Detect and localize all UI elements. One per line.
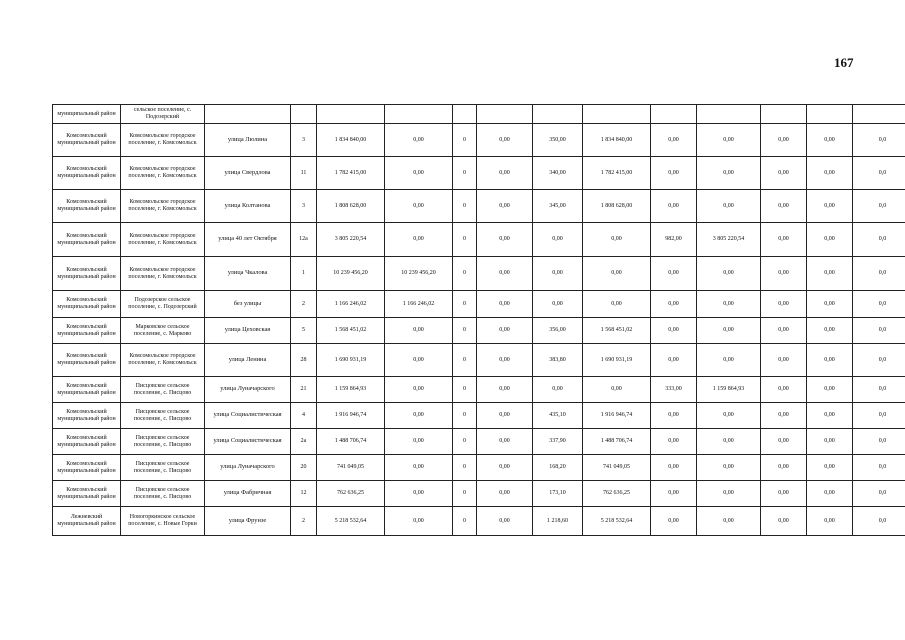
street-cell: улица Чкалова — [205, 257, 291, 291]
settlement-cell: Комсомольское городское поселение, г. Комсомольск — [121, 223, 205, 257]
facade-cell: 0,00 — [761, 403, 807, 429]
owner-funds-cell: 0,00 — [477, 257, 533, 291]
street-cell: улица Цеховская — [205, 318, 291, 344]
house-number-cell: 2 — [291, 507, 317, 536]
budget-funds-cell: 10 239 456,20 — [385, 257, 453, 291]
facade-cell: 0,00 — [761, 429, 807, 455]
repair-cost-cell: 5 218 532,64 — [583, 507, 651, 536]
owner-funds-cell: 0,00 — [477, 455, 533, 481]
empty-cell — [853, 105, 905, 124]
repair-cost-cell: 741 049,05 — [583, 455, 651, 481]
roof-cost-cell: 1 159 864,93 — [697, 377, 761, 403]
district-cell: Комсомольский муниципальный район — [53, 429, 121, 455]
district-cell: Комсомольский муниципальный район — [53, 124, 121, 157]
table-row — [53, 291, 905, 318]
basement-cell: 0,00 — [807, 403, 853, 429]
extra-cell: 0,0 — [853, 318, 905, 344]
settlement-cell: Комсомольское городское поселение, г. Комсомольск — [121, 190, 205, 223]
basement-cell: 0,00 — [807, 481, 853, 507]
area-cell: 0,00 — [533, 291, 583, 318]
house-number-cell: 11 — [291, 157, 317, 190]
street-cell: улица Фабричная — [205, 481, 291, 507]
facade-cell: 0,00 — [761, 507, 807, 536]
basement-cell: 0,00 — [807, 344, 853, 377]
roof-cost-cell: 0,00 — [697, 190, 761, 223]
roof-area-cell: 0,00 — [651, 257, 697, 291]
roof-area-cell: 0,00 — [651, 344, 697, 377]
repair-cost-cell: 1 488 706,74 — [583, 429, 651, 455]
repair-cost-cell: 1 568 451,02 — [583, 318, 651, 344]
basement-cell: 0,00 — [807, 318, 853, 344]
owner-funds-cell: 0,00 — [477, 429, 533, 455]
roof-cost-cell: 0,00 — [697, 291, 761, 318]
street-cell: улица Колтанова — [205, 190, 291, 223]
roof-cost-cell: 0,00 — [697, 429, 761, 455]
budget-funds-cell: 1 166 246,02 — [385, 291, 453, 318]
budget-funds-cell: 0,00 — [385, 190, 453, 223]
registry-table-body — [53, 105, 905, 536]
total-cost-cell: 1 166 246,02 — [317, 291, 385, 318]
count-cell: 0 — [453, 157, 477, 190]
table-row — [53, 481, 905, 507]
facade-cell: 0,00 — [761, 223, 807, 257]
district-cell: Комсомольский муниципальный район — [53, 481, 121, 507]
total-cost-cell: 1 568 451,02 — [317, 318, 385, 344]
basement-cell: 0,00 — [807, 257, 853, 291]
house-number-cell: 12а — [291, 223, 317, 257]
repair-cost-cell: 0,00 — [583, 223, 651, 257]
area-cell: 0,00 — [533, 223, 583, 257]
table-row — [53, 344, 905, 377]
repair-cost-cell: 0,00 — [583, 377, 651, 403]
table-row — [53, 507, 905, 536]
count-cell: 0 — [453, 318, 477, 344]
house-number-cell: 3 — [291, 124, 317, 157]
house-number-cell: 20 — [291, 455, 317, 481]
area-cell: 337,90 — [533, 429, 583, 455]
count-cell: 0 — [453, 223, 477, 257]
owner-funds-cell: 0,00 — [477, 377, 533, 403]
district-cell: Комсомольский муниципальный район — [53, 223, 121, 257]
table-row — [53, 455, 905, 481]
table-row — [53, 124, 905, 157]
owner-funds-cell: 0,00 — [477, 223, 533, 257]
street-cell: улица Социалистическая — [205, 403, 291, 429]
roof-cost-cell: 0,00 — [697, 318, 761, 344]
repair-cost-cell: 1 916 946,74 — [583, 403, 651, 429]
settlement-cell: Писцовское сельское поселение, с. Писцово — [121, 377, 205, 403]
street-cell: без улицы — [205, 291, 291, 318]
extra-cell: 0,0 — [853, 124, 905, 157]
roof-cost-cell: 0,00 — [697, 257, 761, 291]
table-row — [53, 429, 905, 455]
owner-funds-cell: 0,00 — [477, 481, 533, 507]
district-cell: Комсомольский муниципальный район — [53, 157, 121, 190]
extra-cell: 0,0 — [853, 291, 905, 318]
budget-funds-cell: 0,00 — [385, 223, 453, 257]
district-cell: Комсомольский муниципальный район — [53, 190, 121, 223]
area-cell: 350,00 — [533, 124, 583, 157]
total-cost-cell: 3 805 220,54 — [317, 223, 385, 257]
budget-funds-cell: 0,00 — [385, 507, 453, 536]
area-cell: 383,80 — [533, 344, 583, 377]
street-cell: улица Фрунзе — [205, 507, 291, 536]
area-cell: 173,10 — [533, 481, 583, 507]
count-cell: 0 — [453, 507, 477, 536]
roof-area-cell: 0,00 — [651, 429, 697, 455]
roof-area-cell: 0,00 — [651, 157, 697, 190]
basement-cell: 0,00 — [807, 377, 853, 403]
extra-cell: 0,0 — [853, 455, 905, 481]
area-cell: 356,00 — [533, 318, 583, 344]
street-cell: улица 40 лет Октября — [205, 223, 291, 257]
basement-cell: 0,00 — [807, 291, 853, 318]
basement-cell: 0,00 — [807, 429, 853, 455]
empty-cell — [453, 105, 477, 124]
house-number-cell: 2а — [291, 429, 317, 455]
count-cell: 0 — [453, 291, 477, 318]
extra-cell: 0,0 — [853, 257, 905, 291]
roof-area-cell: 333,00 — [651, 377, 697, 403]
budget-funds-cell: 0,00 — [385, 124, 453, 157]
area-cell: 340,00 — [533, 157, 583, 190]
budget-funds-cell: 0,00 — [385, 344, 453, 377]
facade-cell: 0,00 — [761, 157, 807, 190]
table-row — [53, 223, 905, 257]
total-cost-cell: 10 239 456,20 — [317, 257, 385, 291]
roof-area-cell: 0,00 — [651, 190, 697, 223]
settlement-cell: Писцовское сельское поселение, с. Писцово — [121, 481, 205, 507]
repair-cost-cell: 762 636,25 — [583, 481, 651, 507]
basement-cell: 0,00 — [807, 124, 853, 157]
street-cell: улица Социалистическая — [205, 429, 291, 455]
roof-cost-cell: 0,00 — [697, 481, 761, 507]
facade-cell: 0,00 — [761, 124, 807, 157]
facade-cell: 0,00 — [761, 377, 807, 403]
extra-cell: 0,0 — [853, 377, 905, 403]
district-cell: муниципальный район — [53, 105, 121, 124]
street-cell: улица Луначарского — [205, 455, 291, 481]
owner-funds-cell: 0,00 — [477, 344, 533, 377]
basement-cell: 0,00 — [807, 157, 853, 190]
table-row — [53, 190, 905, 223]
budget-funds-cell: 0,00 — [385, 429, 453, 455]
empty-cell — [807, 105, 853, 124]
basement-cell: 0,00 — [807, 223, 853, 257]
district-cell: Комсомольский муниципальный район — [53, 344, 121, 377]
roof-cost-cell: 0,00 — [697, 344, 761, 377]
extra-cell: 0,0 — [853, 344, 905, 377]
area-cell: 0,00 — [533, 377, 583, 403]
empty-cell — [651, 105, 697, 124]
table-row-continued — [53, 105, 905, 124]
roof-cost-cell: 0,00 — [697, 157, 761, 190]
house-number-cell: 1 — [291, 257, 317, 291]
count-cell: 0 — [453, 455, 477, 481]
budget-funds-cell: 0,00 — [385, 455, 453, 481]
roof-area-cell: 0,00 — [651, 403, 697, 429]
house-number-cell: 28 — [291, 344, 317, 377]
roof-area-cell: 0,00 — [651, 291, 697, 318]
empty-cell — [583, 105, 651, 124]
total-cost-cell: 741 049,05 — [317, 455, 385, 481]
extra-cell: 0,0 — [853, 190, 905, 223]
empty-cell — [385, 105, 453, 124]
house-number-cell: 12 — [291, 481, 317, 507]
settlement-cell: Марковское сельское поселение, с. Марково — [121, 318, 205, 344]
settlement-cell: Писцовское сельское поселение, с. Писцово — [121, 403, 205, 429]
total-cost-cell: 762 636,25 — [317, 481, 385, 507]
total-cost-cell: 1 159 864,93 — [317, 377, 385, 403]
count-cell: 0 — [453, 403, 477, 429]
settlement-cell: Писцовское сельское поселение, с. Писцово — [121, 429, 205, 455]
area-cell: 345,00 — [533, 190, 583, 223]
roof-area-cell: 0,00 — [651, 124, 697, 157]
total-cost-cell: 1 690 931,19 — [317, 344, 385, 377]
extra-cell: 0,0 — [853, 223, 905, 257]
district-cell: Комсомольский муниципальный район — [53, 377, 121, 403]
district-cell: Комсомольский муниципальный район — [53, 257, 121, 291]
roof-area-cell: 0,00 — [651, 455, 697, 481]
basement-cell: 0,00 — [807, 190, 853, 223]
registry-table — [52, 104, 905, 536]
house-number-cell: 21 — [291, 377, 317, 403]
count-cell: 0 — [453, 377, 477, 403]
owner-funds-cell: 0,00 — [477, 507, 533, 536]
settlement-cell: Писцовское сельское поселение, с. Писцово — [121, 455, 205, 481]
settlement-cell: Комсомольское городское поселение, г. Комсомольск — [121, 344, 205, 377]
count-cell: 0 — [453, 344, 477, 377]
table-row — [53, 377, 905, 403]
owner-funds-cell: 0,00 — [477, 157, 533, 190]
house-number-cell: 5 — [291, 318, 317, 344]
count-cell: 0 — [453, 257, 477, 291]
roof-area-cell: 0,00 — [651, 318, 697, 344]
total-cost-cell: 1 488 706,74 — [317, 429, 385, 455]
extra-cell: 0,0 — [853, 429, 905, 455]
total-cost-cell: 1 808 628,00 — [317, 190, 385, 223]
owner-funds-cell: 0,00 — [477, 291, 533, 318]
facade-cell: 0,00 — [761, 257, 807, 291]
settlement-cell: Комсомольское городское поселение, г. Комсомольск — [121, 257, 205, 291]
facade-cell: 0,00 — [761, 190, 807, 223]
extra-cell: 0,0 — [853, 157, 905, 190]
registry-sheet — [52, 104, 905, 566]
budget-funds-cell: 0,00 — [385, 157, 453, 190]
repair-cost-cell: 1 690 931,19 — [583, 344, 651, 377]
count-cell: 0 — [453, 124, 477, 157]
table-row — [53, 257, 905, 291]
empty-cell — [477, 105, 533, 124]
total-cost-cell: 1 834 840,00 — [317, 124, 385, 157]
empty-cell — [291, 105, 317, 124]
basement-cell: 0,00 — [807, 455, 853, 481]
empty-cell — [697, 105, 761, 124]
street-cell: улица Луначарского — [205, 377, 291, 403]
budget-funds-cell: 0,00 — [385, 403, 453, 429]
street-cell: улица Люлина — [205, 124, 291, 157]
page-number: 167 — [834, 55, 854, 70]
district-cell: Комсомольский муниципальный район — [53, 318, 121, 344]
empty-cell — [761, 105, 807, 124]
table-row — [53, 318, 905, 344]
district-cell: Лежневский муниципальный район — [53, 507, 121, 536]
extra-cell: 0,0 — [853, 507, 905, 536]
settlement-cell: Подозерское сельское поселение, с. Подозерский — [121, 291, 205, 318]
empty-cell — [317, 105, 385, 124]
total-cost-cell: 5 218 532,64 — [317, 507, 385, 536]
owner-funds-cell: 0,00 — [477, 124, 533, 157]
settlement-cell: Комсомольское городское поселение, г. Комсомольск — [121, 124, 205, 157]
extra-cell: 0,0 — [853, 403, 905, 429]
roof-area-cell: 0,00 — [651, 481, 697, 507]
settlement-cell: Новогоркинское сельское поселение, с. Новые Горки — [121, 507, 205, 536]
owner-funds-cell: 0,00 — [477, 190, 533, 223]
roof-cost-cell: 3 805 220,54 — [697, 223, 761, 257]
extra-cell: 0,0 — [853, 481, 905, 507]
facade-cell: 0,00 — [761, 455, 807, 481]
repair-cost-cell: 1 808 628,00 — [583, 190, 651, 223]
district-cell: Комсомольский муниципальный район — [53, 455, 121, 481]
budget-funds-cell: 0,00 — [385, 481, 453, 507]
district-cell: Комсомольский муниципальный район — [53, 291, 121, 318]
table-row — [53, 157, 905, 190]
table-row — [53, 403, 905, 429]
basement-cell: 0,00 — [807, 507, 853, 536]
repair-cost-cell: 0,00 — [583, 291, 651, 318]
roof-cost-cell: 0,00 — [697, 507, 761, 536]
facade-cell: 0,00 — [761, 318, 807, 344]
street-cell: улица Свердлова — [205, 157, 291, 190]
roof-cost-cell: 0,00 — [697, 124, 761, 157]
district-cell: Комсомольский муниципальный район — [53, 403, 121, 429]
repair-cost-cell: 0,00 — [583, 257, 651, 291]
count-cell: 0 — [453, 190, 477, 223]
settlement-cell: сельское поселение, с. Подозерский — [121, 105, 205, 124]
roof-cost-cell: 0,00 — [697, 403, 761, 429]
owner-funds-cell: 0,00 — [477, 318, 533, 344]
facade-cell: 0,00 — [761, 344, 807, 377]
roof-area-cell: 982,00 — [651, 223, 697, 257]
budget-funds-cell: 0,00 — [385, 377, 453, 403]
roof-area-cell: 0,00 — [651, 507, 697, 536]
owner-funds-cell: 0,00 — [477, 403, 533, 429]
street-cell: улица Ленина — [205, 344, 291, 377]
total-cost-cell: 1 916 946,74 — [317, 403, 385, 429]
area-cell: 168,20 — [533, 455, 583, 481]
total-cost-cell: 1 782 415,00 — [317, 157, 385, 190]
empty-cell — [533, 105, 583, 124]
area-cell: 1 218,60 — [533, 507, 583, 536]
settlement-cell: Комсомольское городское поселение, г. Комсомольск — [121, 157, 205, 190]
house-number-cell: 2 — [291, 291, 317, 318]
house-number-cell: 3 — [291, 190, 317, 223]
facade-cell: 0,00 — [761, 291, 807, 318]
budget-funds-cell: 0,00 — [385, 318, 453, 344]
repair-cost-cell: 1 834 840,00 — [583, 124, 651, 157]
area-cell: 435,10 — [533, 403, 583, 429]
empty-cell — [205, 105, 291, 124]
roof-cost-cell: 0,00 — [697, 455, 761, 481]
count-cell: 0 — [453, 481, 477, 507]
count-cell: 0 — [453, 429, 477, 455]
area-cell: 0,00 — [533, 257, 583, 291]
repair-cost-cell: 1 782 415,00 — [583, 157, 651, 190]
facade-cell: 0,00 — [761, 481, 807, 507]
house-number-cell: 4 — [291, 403, 317, 429]
